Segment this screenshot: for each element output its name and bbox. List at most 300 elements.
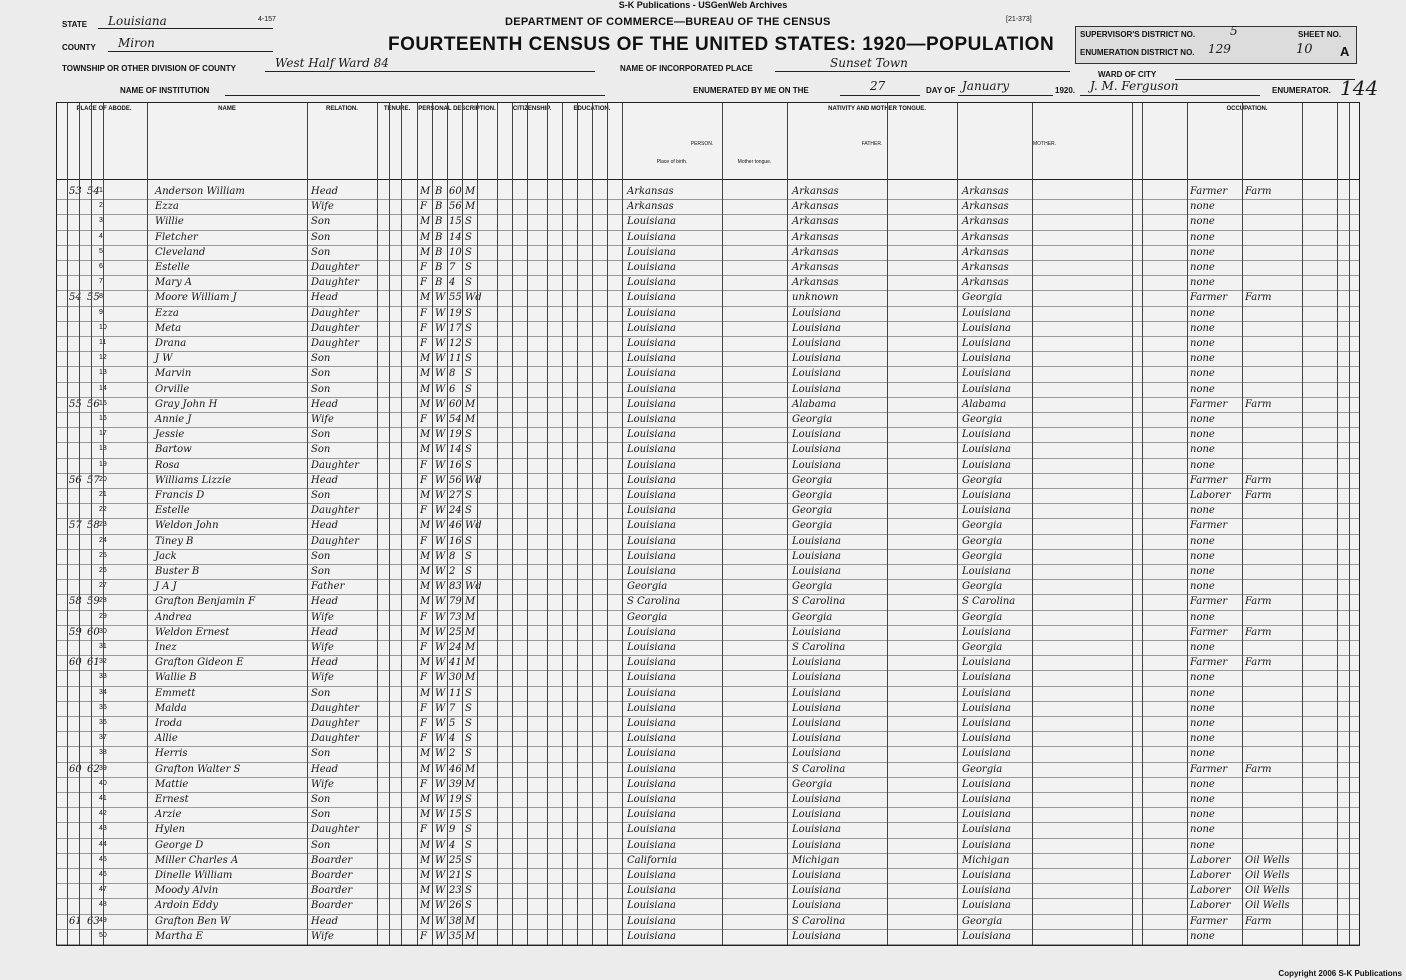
row-number: 14 [99,384,107,392]
sex-cell: M [420,839,431,851]
birthplace-cell: Louisiana [627,505,676,517]
mother-birthplace-cell: Louisiana [962,353,1011,365]
father-birthplace-cell: Louisiana [792,444,841,456]
relation-cell: Son [311,429,331,441]
marital-status-cell: S [465,733,472,745]
dwelling-number-cell: 55 [69,398,82,410]
birthplace-cell: Louisiana [627,748,676,760]
father-birthplace-cell: Louisiana [792,824,841,836]
occupation-cell: none [1190,322,1215,334]
person-name-cell: Tiney B [155,535,194,547]
race-cell: W [435,338,446,349]
relation-cell: Head [311,657,339,669]
marital-status-cell: S [465,809,472,821]
father-birthplace-cell: Georgia [792,474,833,486]
sex-cell: F [420,201,427,213]
relation-cell: Daughter [311,718,359,729]
occupation-cell: Farmer [1190,398,1228,410]
relation-cell: Daughter [311,733,359,745]
father-birthplace-cell: Georgia [792,414,833,425]
marital-status-cell: S [465,383,472,395]
occupation-cell: none [1190,368,1215,380]
mother-birthplace-cell: Louisiana [962,687,1011,699]
race-cell: W [435,687,446,699]
father-birthplace-cell: Louisiana [792,794,841,805]
sex-cell: M [420,657,431,669]
father-birthplace-cell: S Carolina [792,915,846,927]
occupation-cell: none [1190,414,1215,425]
table-row [57,412,1359,413]
relation-cell: Wife [311,611,334,623]
race-cell: B [435,246,443,258]
sub-mother-tongue: Mother tongue. [737,159,772,165]
relation-cell: Son [311,794,331,805]
mother-birthplace-cell: Georgia [962,535,1003,547]
row-number: 21 [99,491,107,498]
sex-cell: M [420,748,431,760]
relation-cell: Boarder [311,870,353,881]
table-row [57,853,1359,854]
race-cell: W [435,733,446,745]
relation-cell: Son [311,687,331,699]
birthplace-cell: Louisiana [627,353,676,365]
age-cell: 46 [449,763,462,775]
sheet-letter: A [1340,44,1350,59]
race-cell: W [435,718,446,729]
table-row [57,914,1359,915]
father-birthplace-cell: Louisiana [792,550,841,562]
age-cell: 41 [449,657,462,669]
father-birthplace-cell: Louisiana [792,839,841,851]
table-row [57,625,1359,626]
person-name-cell: Gray John H [155,398,218,410]
race-cell: W [435,854,446,866]
race-cell: W [435,566,446,577]
occupation-cell: Laborer [1190,900,1231,912]
sex-cell: M [420,854,431,866]
race-cell: W [435,398,446,410]
table-row [57,549,1359,550]
sex-cell: M [420,870,431,881]
sub-father: FATHER. [861,141,883,147]
form-number: 4-157 [258,16,276,23]
column-divider [562,103,563,945]
sex-cell: M [420,626,431,638]
person-name-cell: Wallie B [155,672,197,684]
table-row [57,594,1359,595]
enumerator-name: J. M. Ferguson [1090,79,1179,93]
person-name-cell: Rosa [155,459,180,471]
age-cell: 83 [449,581,462,593]
column-divider [622,103,623,945]
relation-cell: Son [311,748,331,760]
person-name-cell: Cleveland [155,246,206,258]
father-birthplace-cell: Louisiana [792,566,841,577]
row-number: 45 [99,855,107,863]
mother-birthplace-cell: Arkansas [962,216,1009,228]
marital-status-cell: S [465,794,472,805]
marital-status-cell: M [465,672,476,684]
relation-cell: Son [311,550,331,562]
mother-birthplace-cell: Louisiana [962,657,1011,669]
person-name-cell: Grafton Ben W [155,915,231,927]
row-number: 7 [99,278,103,286]
sub-mother: MOTHER. [1032,141,1057,147]
sex-cell: M [420,231,431,243]
marital-status-cell: S [465,459,472,471]
mother-birthplace-cell: Louisiana [962,733,1011,745]
table-row [57,807,1359,808]
age-cell: 25 [449,626,462,638]
father-birthplace-cell: Arkansas [792,216,839,228]
birthplace-cell: Louisiana [627,809,676,821]
row-number: 5 [99,247,103,255]
father-birthplace-cell: Louisiana [792,459,841,471]
occupation-cell: none [1190,535,1215,547]
row-number: 22 [99,506,107,514]
marital-status-cell: S [465,900,472,912]
column-divider [417,103,418,945]
race-cell: B [435,216,443,228]
sex-cell: M [420,444,431,456]
table-row [57,351,1359,352]
sex-cell: F [420,778,427,790]
birthplace-cell: Arkansas [627,186,674,197]
occupation-cell: Laborer [1190,870,1231,881]
age-cell: 56 [449,201,462,213]
occupation-cell: Farmer [1190,626,1228,638]
marital-status-cell: S [465,216,472,228]
race-cell: W [435,505,446,517]
column-divider [547,103,548,945]
place-underline [775,71,1070,72]
marital-status-cell: S [465,444,472,456]
row-number: 35 [99,703,107,711]
row-number: 8 [99,293,103,301]
row-number: 20 [99,475,107,483]
sex-cell: M [420,186,431,197]
day-underline [840,95,920,96]
sex-cell: F [420,702,427,714]
sex-cell: M [420,794,431,805]
marital-status-cell: S [465,885,472,897]
father-birthplace-cell: Louisiana [792,885,841,897]
race-cell: W [435,368,446,380]
birthplace-cell: Louisiana [627,398,676,410]
age-cell: 26 [449,900,462,912]
father-birthplace-cell: Louisiana [792,535,841,547]
marital-status-cell: S [465,854,472,866]
relation-cell: Wife [311,201,334,213]
mother-birthplace-cell: Arkansas [962,277,1009,289]
race-cell: W [435,459,446,471]
dwelling-number-cell: 60 [69,763,82,775]
person-name-cell: Mary A [155,277,193,289]
table-row [57,579,1359,580]
table-row [57,534,1359,535]
father-birthplace-cell: Georgia [792,490,833,501]
group-relation: RELATION. [326,106,358,112]
dwelling-number-cell: 57 [69,520,82,532]
mother-birthplace-cell: Louisiana [962,566,1011,577]
industry-cell: Farm [1245,626,1272,638]
occupation-cell: none [1190,307,1215,319]
form-id: [21-373] [1006,16,1032,23]
birthplace-cell: Louisiana [627,262,676,273]
race-cell: W [435,915,446,927]
row-number: 9 [99,308,103,316]
mother-birthplace-cell: Louisiana [962,794,1011,805]
occupation-cell: none [1190,839,1215,851]
marital-status-cell: S [465,702,472,714]
birthplace-cell: Georgia [627,581,668,593]
enumerated-label: ENUMERATED BY ME ON THE [693,86,809,95]
sex-cell: M [420,596,431,608]
mother-birthplace-cell: Louisiana [962,809,1011,821]
sex-cell: F [420,474,427,486]
birthplace-cell: Louisiana [627,794,676,805]
row-number: 16 [99,415,107,422]
mother-birthplace-cell: Georgia [962,414,1003,425]
birthplace-cell: Louisiana [627,870,676,881]
age-cell: 23 [449,885,462,897]
column-divider [722,103,723,945]
table-row [57,944,1359,945]
table-row [57,564,1359,565]
marital-status-cell: M [465,201,476,213]
column-divider [79,103,80,945]
relation-cell: Wife [311,672,334,684]
group-occupation: OCCUPATION. [1226,106,1268,112]
table-row [57,230,1359,231]
mother-birthplace-cell: Arkansas [962,262,1009,273]
industry-cell: Farm [1245,398,1272,410]
occupation-cell: Farmer [1190,657,1228,669]
sheet-value: 10 [1296,42,1313,57]
relation-cell: Son [311,353,331,365]
table-row [57,503,1359,504]
mother-birthplace-cell: Louisiana [962,338,1011,349]
father-birthplace-cell: Louisiana [792,429,841,441]
person-name-cell: Estelle [155,505,190,517]
table-row [57,427,1359,428]
person-name-cell: Inez [155,642,177,653]
row-number: 39 [99,764,107,772]
family-number-cell: 57 [87,474,100,486]
age-cell: 4 [449,733,456,745]
birthplace-cell: Louisiana [627,915,676,927]
occupation-cell: Farmer [1190,520,1228,532]
marital-status-cell: Wd [465,520,482,532]
relation-cell: Wife [311,414,334,425]
mother-birthplace-cell: Louisiana [962,444,1011,456]
sex-cell: M [420,398,431,410]
marital-status-cell: S [465,368,472,380]
family-number-cell: 60 [87,626,100,638]
dwelling-number-cell: 53 [69,186,82,197]
father-birthplace-cell: Louisiana [792,870,841,881]
column-divider [1242,103,1243,945]
occupation-cell: none [1190,338,1215,349]
marital-status-cell: S [465,748,472,760]
month-value: January [962,79,1010,93]
occupation-cell: Farmer [1190,915,1228,927]
sub-person: PERSON. [690,141,714,147]
institution-underline [225,95,605,96]
table-row [57,822,1359,823]
occupation-cell: none [1190,748,1215,760]
birthplace-cell: Louisiana [627,338,676,349]
relation-cell: Son [311,839,331,851]
sex-cell: M [420,490,431,501]
father-birthplace-cell: S Carolina [792,642,846,653]
person-name-cell: Anderson William [155,186,245,197]
mother-birthplace-cell: Arkansas [962,231,1009,243]
age-cell: 79 [449,596,462,608]
marital-status-cell: S [465,490,472,501]
occupation-cell: none [1190,444,1215,456]
occupation-cell: none [1190,353,1215,365]
table-row [57,199,1359,200]
relation-cell: Head [311,763,339,775]
person-name-cell: Estelle [155,262,190,273]
row-number: 42 [99,810,107,818]
age-cell: 54 [449,414,462,425]
table-row [57,488,1359,489]
enum-district-label: ENUMERATION DISTRICT NO. [1080,48,1195,57]
column-divider [1302,103,1303,945]
sex-cell: F [420,535,427,547]
dwelling-number-cell: 60 [69,657,82,669]
relation-cell: Son [311,383,331,395]
column-divider [607,103,608,945]
age-cell: 14 [449,231,462,243]
sex-cell: F [420,505,427,517]
row-number: 10 [99,323,107,331]
row-number: 12 [99,354,107,362]
sex-cell: M [420,292,431,304]
table-row [57,701,1359,702]
person-name-cell: George D [155,839,204,851]
person-name-cell: Weldon John [155,520,219,532]
table-row [57,929,1359,930]
relation-cell: Head [311,596,339,608]
township-label: TOWNSHIP OR OTHER DIVISION OF COUNTY [62,64,236,73]
sex-cell: M [420,885,431,897]
birthplace-cell: Louisiana [627,550,676,562]
marital-status-cell: S [465,307,472,319]
birthplace-cell: Louisiana [627,702,676,714]
birthplace-cell: California [627,854,678,866]
family-number-cell: 58 [87,520,100,532]
race-cell: W [435,809,446,821]
father-birthplace-cell: Georgia [792,611,833,623]
father-birthplace-cell: Louisiana [792,930,841,942]
father-birthplace-cell: Louisiana [792,322,841,334]
family-number-cell: 63 [87,915,100,927]
table-row [57,518,1359,519]
father-birthplace-cell: S Carolina [792,763,846,775]
occupation-cell: none [1190,459,1215,471]
sheet-label: SHEET NO. [1298,30,1342,39]
sex-cell: F [420,824,427,836]
person-name-cell: Jessie [155,429,185,441]
father-birthplace-cell: Arkansas [792,186,839,197]
birthplace-cell: Louisiana [627,322,676,334]
father-birthplace-cell: Louisiana [792,626,841,638]
marital-status-cell: M [465,763,476,775]
table-row [57,458,1359,459]
birthplace-cell: Louisiana [627,277,676,289]
row-number: 2 [99,202,103,210]
birthplace-cell: Louisiana [627,824,676,836]
group-name: NAME [218,106,236,112]
father-birthplace-cell: Louisiana [792,353,841,365]
sex-cell: F [420,338,427,349]
relation-cell: Boarder [311,854,353,866]
sex-cell: M [420,246,431,258]
marital-status-cell: S [465,338,472,349]
column-divider [512,103,513,945]
race-cell: W [435,672,446,684]
marital-status-cell: M [465,915,476,927]
birthplace-cell: Louisiana [627,429,676,441]
marital-status-cell: S [465,566,472,577]
mother-birthplace-cell: Georgia [962,581,1003,593]
enumerated-day: 27 [870,79,886,93]
relation-cell: Wife [311,778,334,790]
race-cell: B [435,262,443,273]
table-row [57,336,1359,337]
mother-birthplace-cell: Louisiana [962,505,1011,517]
marital-status-cell: M [465,611,476,623]
person-name-cell: Miller Charles A [155,854,239,866]
race-cell: B [435,186,443,197]
place-label: NAME OF INCORPORATED PLACE [620,64,753,73]
column-divider [462,103,463,945]
father-birthplace-cell: Michigan [792,854,840,866]
county-label: COUNTY [62,43,96,52]
father-birthplace-cell: Louisiana [792,338,841,349]
year-label: 1920. [1055,86,1076,95]
mother-birthplace-cell: Louisiana [962,307,1011,319]
column-divider [1142,103,1143,945]
age-cell: 38 [449,915,462,927]
birthplace-cell: Louisiana [627,733,676,745]
race-cell: W [435,535,446,547]
marital-status-cell: S [465,687,472,699]
marital-status-cell: S [465,505,472,517]
mother-birthplace-cell: Louisiana [962,702,1011,714]
mother-birthplace-cell: Georgia [962,611,1003,623]
age-cell: 73 [449,611,462,623]
occupation-cell: none [1190,201,1215,213]
father-birthplace-cell: Arkansas [792,231,839,243]
occupation-cell: none [1190,505,1215,517]
age-cell: 10 [449,246,462,258]
marital-status-cell: Wd [465,581,482,593]
relation-cell: Daughter [311,824,359,836]
row-number: 44 [99,840,107,848]
mother-birthplace-cell: Louisiana [962,900,1011,912]
table-row [57,655,1359,656]
row-number: 48 [99,901,107,909]
group-personal: PERSONAL DESCRIPTION. [418,106,496,112]
row-number: 19 [99,460,107,468]
father-birthplace-cell: Louisiana [792,748,841,760]
occupation-cell: none [1190,277,1215,289]
institution-label: NAME OF INSTITUTION [120,86,210,95]
